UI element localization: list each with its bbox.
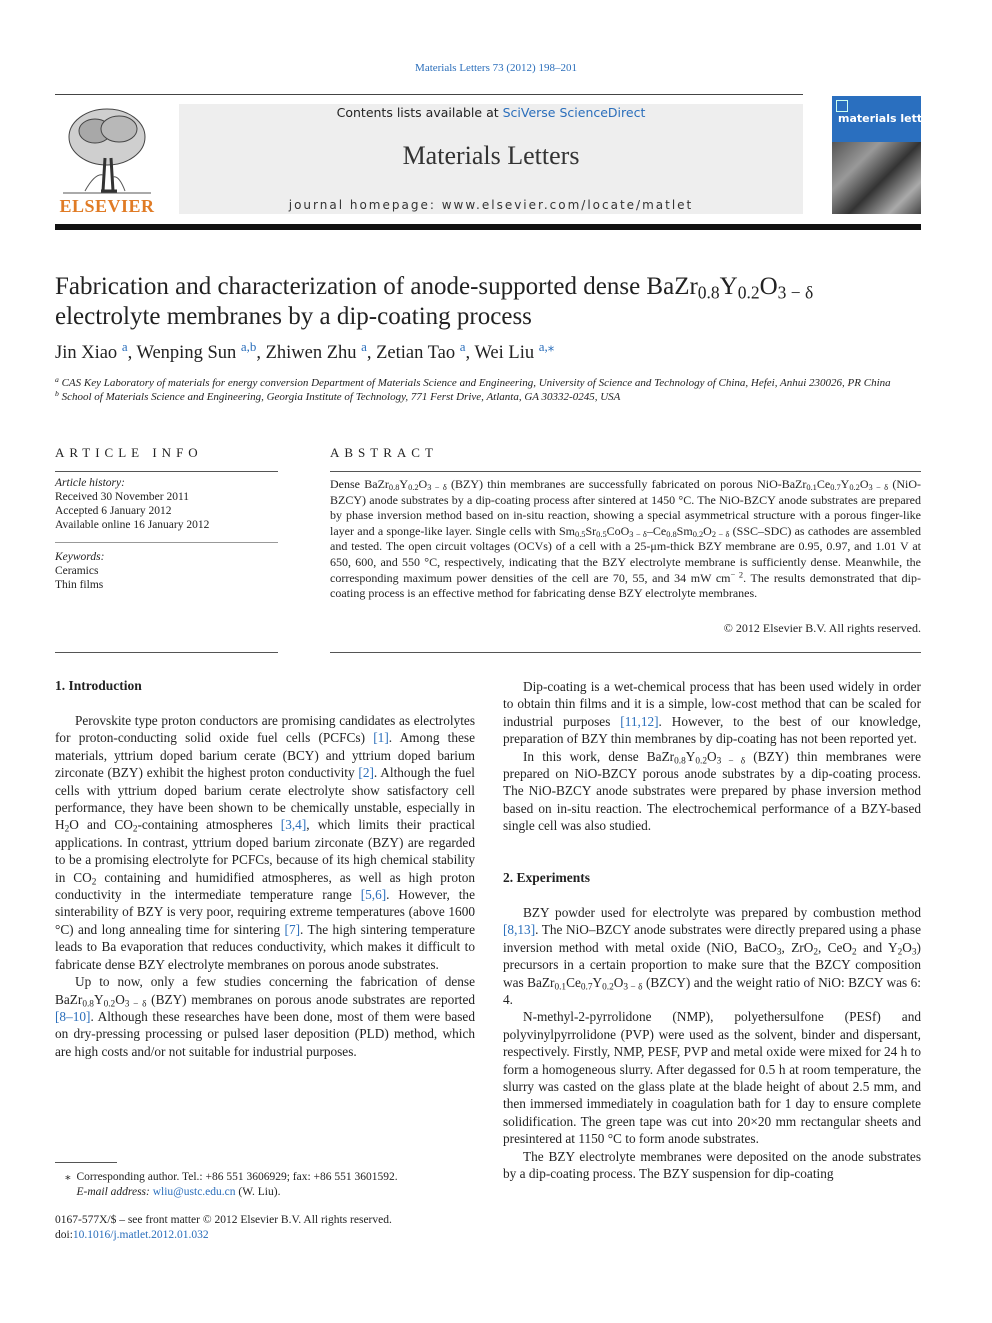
article-info-heading: ARTICLE INFO	[55, 445, 203, 460]
author-affiliation-mark[interactable]: a,b	[240, 338, 257, 354]
article-title: Fabrication and characterization of anode-supported dense $BaZr_{0.8}Y_{0.2}O_{3 - \delta}$ electrolyte membranes by a dip-coating process	[55, 273, 814, 330]
affiliation-mark: b	[55, 388, 59, 398]
contents-available-line	[179, 105, 803, 120]
header-thick-rule	[55, 224, 921, 230]
paragraph: In this work, dense $BaZr_{0.8}Y_{0.2}O_{3 - \delta}$ (BZY) thin membranes were prepared on NiO-BZCY porous anode substrates by a dip-coating process. The NiO-BZCY anode substrates were prepared by phase inversion method based on in-situ reaction. The electrochemical performance of a BZY-based single cell was also studied.	[503, 748, 921, 834]
title-part1: Fabrication and characterization of anode-supported dense BaZr	[55, 273, 698, 300]
doi-prefix: doi:	[55, 1229, 73, 1241]
intro-continued	[503, 678, 921, 835]
paragraph: The BZY electrolyte membranes were deposited on the anode substrates by a dip-coating process. The BZY suspension for dip-coating	[503, 1148, 921, 1182]
paragraph: Dip-coating is a wet-chemical process that has been used widely in order to obtain thin films and it is a simple, low-cost method that can be scaled for industrial purposes [11,12]. However, to the best of our knowledge, preparation of BZY thin membranes by dip-coating has not been reported yet.	[503, 679, 922, 747]
paragraph: Perovskite type proton conductors are promising candidates as electrolytes for proton-conducting solid oxide fuel cells (PCFCs) [1]. Among these materials, yttrium doped barium cerate (BCY) and yttrium doped barium zirconate (BZY) exhibit the highest proton conductivity [2]. Although the fuel cells with yttrium doped barium cerate electrolyte show satisfactory cell performance, they have been shown to be chemically unstable, especially in $H_2O$ and $CO_2$-containing atmospheres [3,4], which limits their practical applications. In contrast, yttrium doped barium zirconate (BZY) are regarded to be a promising electrolyte for PCFCs, because of its high chemical stability in $CO_2$ containing and humidified atmospheres, as well as high proton conductivity in the intermediate temperature range [5,6]. However, the sinterability of BZY is very poor, requiring extreme temperatures (above 1600 °C) and long annealing time for sintering [7]. The high sintering temperature leads to Ba evaporation that reduces conductivity, which makes it difficult to fabricate dense BZY electrolyte membranes on porous anode substrates.	[55, 713, 476, 972]
footnote-rule	[55, 1162, 117, 1163]
contents-prefix: Contents lists available at	[336, 105, 503, 120]
cover-mark-icon	[836, 100, 848, 112]
sciencedirect-link[interactable]: SciVerse ScienceDirect	[502, 105, 646, 120]
cover-image	[832, 142, 921, 214]
history-label: Article history:	[55, 477, 125, 489]
affiliation-mark: a	[55, 374, 59, 384]
email-link[interactable]: wliu@ustc.edu.cn	[152, 1186, 236, 1198]
author-affiliation-mark[interactable]: a	[121, 338, 128, 354]
author-list: Jin Xiao $^a$, Wenping Sun $^{a,b}$, Zhiwen Zhu $^a$, Zetian Tao $^a$, Wei Liu $^{a,⁎}$	[55, 338, 555, 363]
journal-citation[interactable]: Materials Letters 73 (2012) 198–201	[415, 62, 577, 74]
issn-line: 0167-577X/$ – see front matter © 2012 Elsevier B.V. All rights reserved.	[55, 1214, 392, 1226]
author-name[interactable]: Jin Xiao	[55, 343, 118, 363]
affiliation-text: CAS Key Laboratory of materials for energy conversion Department of Materials Science and Engineering, University of Science and Technology of China, Hefei, Anhui 230026, PR China	[61, 377, 891, 389]
keyword: Thin films	[55, 579, 104, 591]
abstract-text: Dense $BaZr_{0.8}Y_{0.2}O_{3 - \delta}$ (BZY) thin membranes are successfully fabricated on porous NiO-$BaZr_{0.1}Ce_{0.7}Y_{0.2}O_{3 - \delta}$ (NiO-BZCY) anode substrates by a dip-coating process after sintered at 1450 °C. The NiO-BZCY anode substrates are prepared by phase inversion method based on in-situ reaction, showing a special asymmetrical structure with a porous finger-like layer and a sponge-like layer. Single cells with $Sm_{0.5}Sr_{0.5}CoO_{3 - \delta}-Ce_{0.8}Sm_{0.2}O_{2 - \delta}$ (SSC–SDC) as cathodes are assembled and tested. The open circuit voltages (OCVs) of a cell with a 25-μm-thick BZY membrane are 0.95, 0.97, and 1.01 V at 650, 600, and 550 °C, respectively, indicating that the BZY electrolyte membrane is sufficiently dense. Meanwhile, the corresponding maximum power densities of the cell are 70, 55, and 34 mW $cm^{- 2}$. The results demonstrated that dip-coating process is an effective method for fabricating dense BZY electrolyte membranes.	[330, 477, 921, 601]
affiliation-b	[55, 388, 921, 403]
affiliation-a	[55, 374, 921, 389]
keyword: Ceramics	[55, 565, 99, 577]
front-matter	[55, 1213, 475, 1243]
copyright: © 2012 Elsevier B.V. All rights reserved.	[723, 621, 921, 635]
journal-homepage[interactable]: journal homepage: www.elsevier.com/locate/matlet	[288, 198, 694, 212]
journal-cover-thumbnail[interactable]	[832, 96, 942, 214]
divider	[330, 652, 921, 653]
keywords	[55, 550, 278, 592]
divider	[330, 471, 921, 472]
author-affiliation-mark[interactable]: a	[361, 338, 367, 354]
author-name[interactable]: Wenping Sun	[136, 343, 237, 363]
corresponding-author-footnote	[65, 1170, 475, 1200]
author-affiliation-mark[interactable]: a,⁎	[538, 338, 555, 354]
author-affiliation-mark[interactable]: a	[459, 338, 466, 354]
author-name[interactable]: Zhiwen Zhu	[265, 343, 357, 363]
author-name[interactable]: Zetian Tao	[376, 343, 456, 363]
cover-title: materials letters	[838, 112, 942, 125]
history-online: Available online 16 January 2012	[55, 519, 210, 531]
doi-link[interactable]: 10.1016/j.matlet.2012.01.032	[72, 1229, 209, 1241]
publisher-name: ELSEVIER	[59, 196, 155, 216]
paragraph: Up to now, only a few studies concerning the fabrication of dense $BaZr_{0.8}Y_{0.2}O_{3 - \delta}$ (BZY) membranes on porous anode substrates are reported [8–10]. Although these researches have been done, most of them were based on dry-pressing processing or pulsed laser deposition (PLD) method, which are high costs and/or not suitable for industrial purposes.	[55, 974, 475, 1059]
history-accepted: Accepted 6 January 2012	[55, 505, 172, 517]
divider	[55, 542, 278, 543]
email-suffix: (W. Liu).	[238, 1186, 281, 1198]
section-heading-introduction: 1. Introduction	[55, 678, 142, 693]
divider	[55, 652, 278, 653]
journal-name: Materials Letters	[402, 141, 580, 170]
affiliation-text: School of Materials Science and Engineering, Georgia Institute of Technology, 771 Ferst Drive, Atlanta, GA 30332-0245, USA	[61, 391, 621, 403]
experiments-paragraphs	[503, 904, 921, 1183]
header-rule	[55, 94, 803, 95]
paragraph: BZY powder used for electrolyte was prepared by combustion method [8,13]. The NiO–BZCY anode substrates were directly prepared using a phase inversion method with metal oxide (NiO, BaCO$_3$, ZrO$_2$, CeO$_2$ and $Y_2O_3$) precursors in a certain proportion to make sure that the BZCY composition was $BaZr_{0.1}Ce_{0.7}Y_{0.2}O_{3 - \delta}$ (BZCY) and the weight ratio of NiO: BZCY was 6: 4.	[503, 905, 921, 1008]
author-name[interactable]: Wei Liu	[474, 343, 535, 363]
email-label: E-mail address:	[76, 1186, 150, 1198]
article-history	[55, 476, 278, 532]
asterisk-icon: ⁎	[65, 1171, 71, 1183]
intro-paragraphs	[55, 712, 475, 1060]
divider	[55, 471, 278, 472]
paragraph: N-methyl-2-pyrrolidone (NMP), polyethersulfone (PESf) and polyvinylpyrrolidone (PVP) were used as the solvent, binder and dispersant, respectively. Firstly, NMP, PESF, PVP and metal oxide were mixed for 24 h to form a homogeneous slurry. After degassed for 0.5 h at room temperature, the slurry was casted on the glass plate at the blade height of about 2.5 mm, and then immersed immediately in coagulation bath for 1 day to ensure complete solidification. The green tape was cut into 20×20 mm rectangular sheets and presintered at 1150 °C to form anode substrates.	[503, 1009, 921, 1147]
history-received: Received 30 November 2011	[55, 491, 190, 503]
corresponding-text: Corresponding author. Tel.: +86 551 3606929; fax: +86 551 3601592.	[76, 1171, 398, 1183]
section-heading-experiments: 2. Experiments	[503, 870, 590, 885]
abstract-heading: ABSTRACT	[330, 445, 438, 460]
title-line2: electrolyte membranes by a dip-coating process	[55, 303, 532, 330]
keywords-label: Keywords:	[55, 551, 105, 563]
